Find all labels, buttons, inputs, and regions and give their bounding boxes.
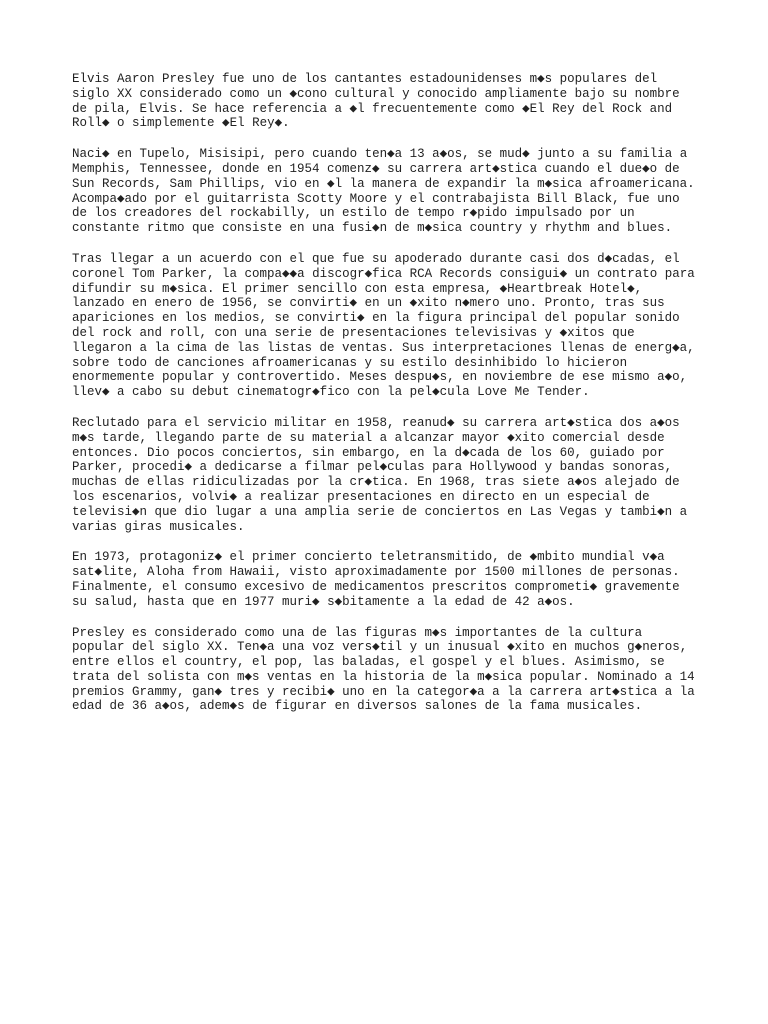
text-line: llev◆ a cabo su debut cinematogr◆fico con la pel◆cula Love Me Tender.: [72, 385, 590, 400]
text-line: de pila, Elvis. Se hace referencia a ◆l frecuentemente como ◆El Rey del Rock and: [72, 101, 673, 116]
text-line: Tras llegar a un acuerdo con el que fue su apoderado durante casi dos d◆cadas, el: [72, 251, 680, 266]
text-line: Roll◆ o simplemente ◆El Rey◆.: [72, 116, 290, 131]
text-line: Acompa◆ado por el guitarrista Scotty Moore y el contrabajista Bill Black, fue uno: [72, 191, 680, 206]
text-line: Parker, procedi◆ a dedicarse a filmar pel◆culas para Hollywood y bandas sonoras,: [72, 460, 673, 475]
text-line: Reclutado para el servicio militar en 1958, reanud◆ su carrera art◆stica dos a◆os: [72, 415, 680, 430]
text-line: llegaron a la cima de las listas de ventas. Sus interpretaciones llenas de energ◆a,: [72, 340, 695, 355]
text-line: trata del solista con m◆s ventas en la historia de la m◆sica popular. Nominado a 14: [72, 669, 695, 684]
text-line: En 1973, protagoniz◆ el primer concierto teletransmitido, de ◆mbito mundial v◆a: [72, 550, 665, 565]
text-line: muchas de ellas ridiculizadas por la cr◆tica. En 1968, tras siete a◆os alejado de: [72, 475, 680, 490]
text-line: varias giras musicales.: [72, 519, 245, 534]
text-line: entre ellos el country, el pop, las baladas, el gospel y el blues. Asimismo, se: [72, 655, 665, 670]
text-line: popular del siglo XX. Ten◆a una voz vers◆til y un inusual ◆xito en muchos g◆neros,: [72, 640, 688, 655]
text-line: difundir su m◆sica. El primer sencillo con esta empresa, ◆Heartbreak Hotel◆,: [72, 281, 643, 296]
text-line: Sun Records, Sam Phillips, vio en ◆l la manera de expandir la m◆sica afroamericana.: [72, 176, 695, 191]
text-line: televisi◆n que dio lugar a una amplia serie de conciertos en Las Vegas y tambi◆n a: [72, 504, 688, 519]
text-line: Elvis Aaron Presley fue uno de los cantantes estadounidenses m◆s populares del: [72, 72, 658, 86]
text-line: de los creadores del rockabilly, un estilo de tempo r◆pido impulsado por un: [72, 206, 635, 221]
text-line: Memphis, Tennessee, donde en 1954 comenz◆ su carrera art◆stica cuando el due◆o de: [72, 161, 680, 176]
text-line: Finalmente, el consumo excesivo de medicamentos prescritos comprometi◆ gravemente: [72, 579, 680, 594]
text-line: edad de 36 a◆os, adem◆s de figurar en diversos salones de la fama musicales.: [72, 699, 643, 714]
text-line: sat◆lite, Aloha from Hawaii, visto aproximadamente por 1500 millones de personas.: [72, 565, 680, 580]
text-line: su salud, hasta que en 1977 muri◆ s◆bitamente a la edad de 42 a◆os.: [72, 594, 575, 609]
text-line: Presley es considerado como una de las figuras m◆s importantes de la cultura: [72, 625, 643, 640]
paragraph: [72, 550, 702, 609]
text-line: premios Grammy, gan◆ tres y recibi◆ uno en la categor◆a a la carrera art◆stica a la: [72, 684, 695, 699]
paragraph: [72, 252, 702, 400]
text-line: coronel Tom Parker, la compa◆◆a discogr◆fica RCA Records consigui◆ un contrato para: [72, 266, 695, 281]
paragraph: [72, 72, 702, 131]
text-line: entonces. Dio pocos conciertos, sin embargo, en la d◆cada de los 60, guiado por: [72, 445, 665, 460]
text-line: enormemente popular y controvertido. Meses despu◆s, en noviembre de ese mismo a◆o,: [72, 370, 688, 385]
text-line: apariciones en los medios, se convirti◆ en la figura principal del popular sonido: [72, 311, 680, 326]
paragraph: [72, 626, 702, 715]
document-body: [72, 72, 702, 730]
text-line: constante ritmo que consiste en una fusi◆n de m◆sica country y rhythm and blues.: [72, 221, 673, 236]
paragraph: [72, 147, 702, 236]
paragraph: [72, 416, 702, 534]
text-line: siglo XX considerado como un ◆cono cultural y conocido ampliamente bajo su nombre: [72, 86, 680, 101]
text-line: lanzado en enero de 1956, se convirti◆ en un ◆xito n◆mero uno. Pronto, tras sus: [72, 296, 665, 311]
text-line: m◆s tarde, llegando parte de su material a alcanzar mayor ◆xito comercial desde: [72, 430, 665, 445]
text-line: los escenarios, volvi◆ a realizar presentaciones en directo en un especial de: [72, 489, 650, 504]
text-line: Naci◆ en Tupelo, Misisipi, pero cuando ten◆a 13 a◆os, se mud◆ junto a su familia a: [72, 147, 688, 162]
text-line: del rock and roll, con una serie de presentaciones televisivas y ◆xitos que: [72, 325, 635, 340]
text-line: sobre todo de canciones afroamericanas y su estilo desinhibido lo hicieron: [72, 355, 628, 370]
